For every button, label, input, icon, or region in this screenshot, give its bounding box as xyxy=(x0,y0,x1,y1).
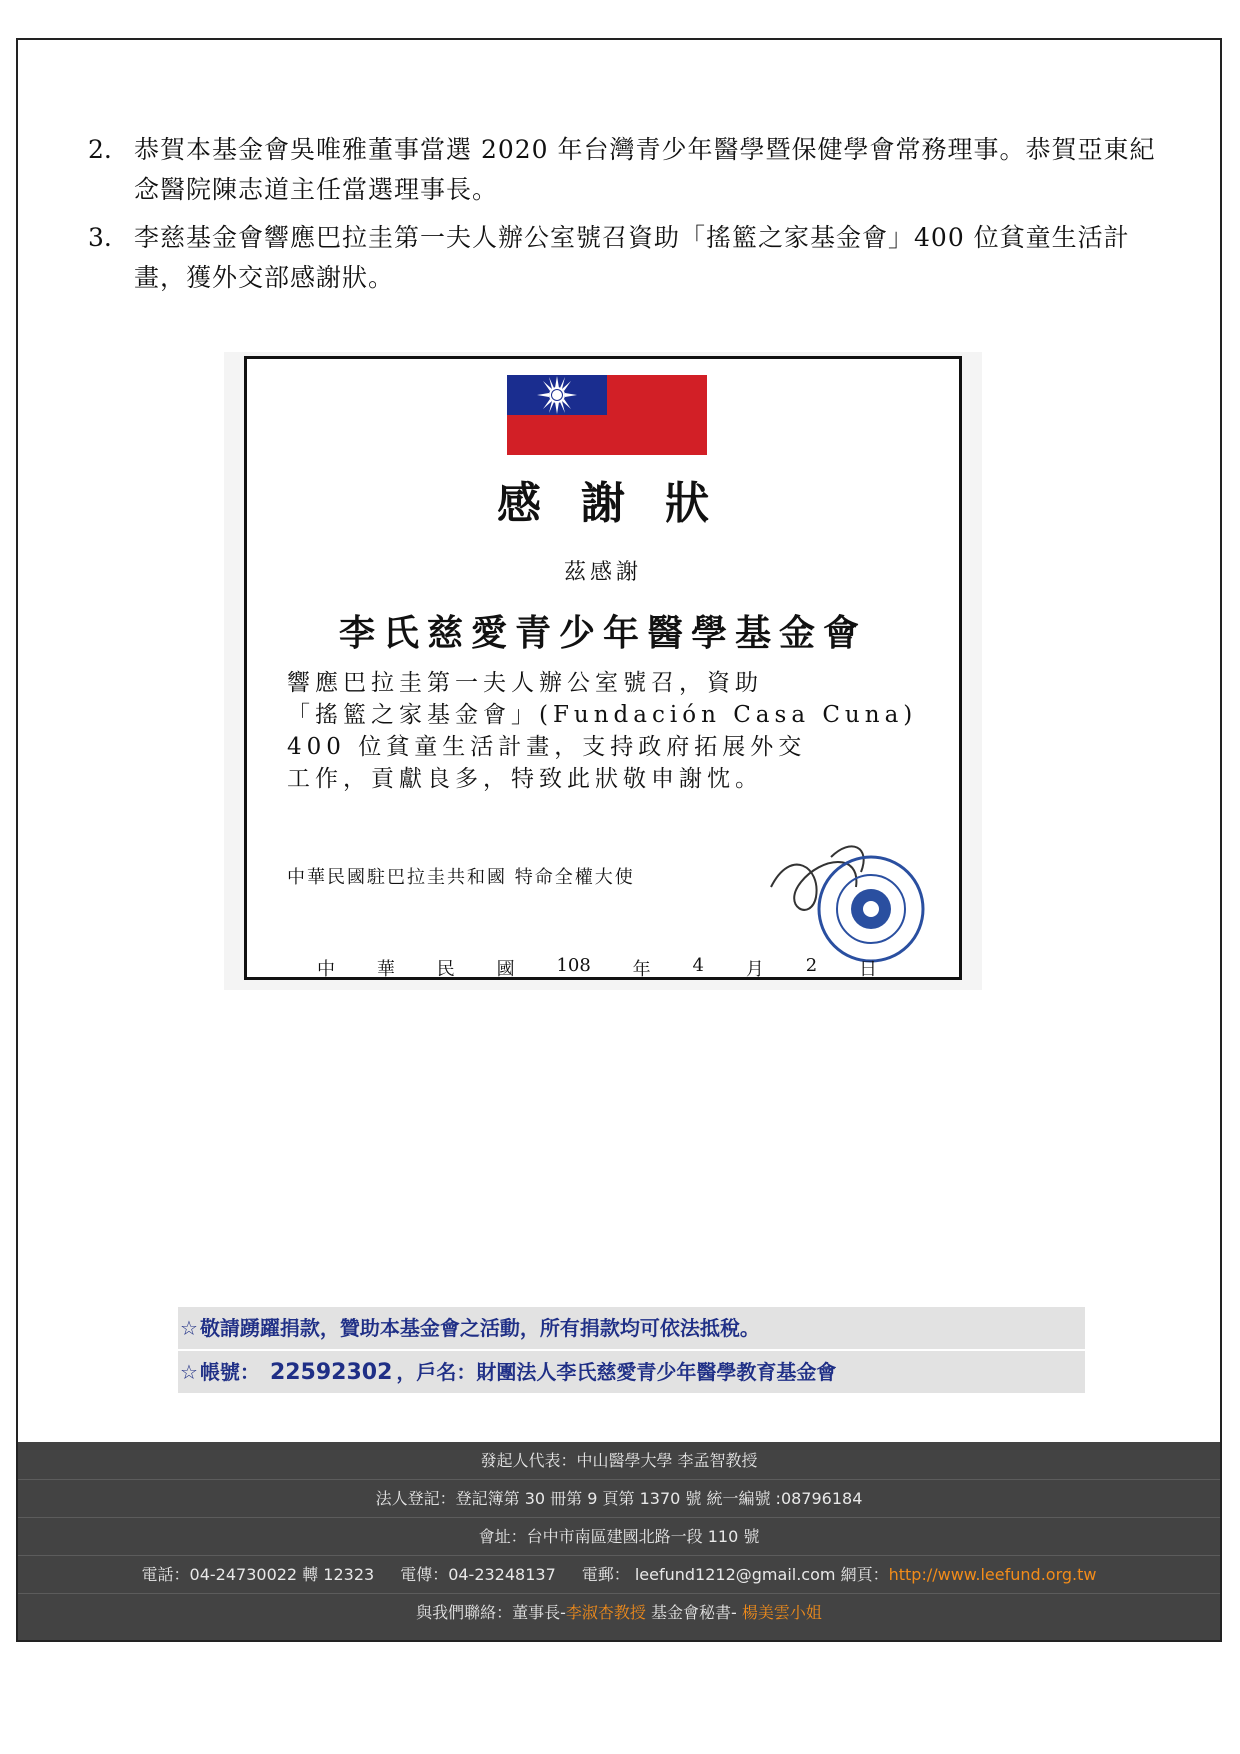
embassy-seal-icon xyxy=(761,827,931,967)
date-part: 2 xyxy=(805,955,818,976)
date-part: 月 xyxy=(745,959,764,980)
star-icon: ☆ xyxy=(180,1316,198,1340)
account-number: 22592302 xyxy=(269,1360,393,1385)
news-list xyxy=(88,130,1178,306)
item-number: 2. xyxy=(88,135,112,164)
footer-fax: 電傳：04-23248137 xyxy=(400,1565,556,1584)
date-part: 國 xyxy=(496,959,515,980)
news-item xyxy=(88,218,1178,298)
news-item xyxy=(88,130,1178,210)
certificate-subtitle: 茲感謝 xyxy=(563,560,642,585)
certificate-body-line: 工作，貢獻良多，特致此狀敬申謝忱。 xyxy=(287,766,763,792)
donation-box xyxy=(178,1307,1085,1395)
white-sun-icon xyxy=(537,376,577,414)
secretary-label: 基金會秘書- xyxy=(651,1603,737,1622)
footer-address: 會址：台中市南區建國北路一段 110 號 xyxy=(18,1518,1220,1556)
footer-contact-info xyxy=(18,1556,1220,1594)
roc-flag-icon xyxy=(507,375,707,455)
chair-name: 李淑杏教授 xyxy=(565,1603,646,1622)
date-part: 108 xyxy=(556,955,591,976)
certificate-body-line: 響應巴拉圭第一夫人辦公室號召，資助 xyxy=(287,670,763,696)
contact-label: 與我們聯絡：董事長- xyxy=(416,1603,566,1622)
certificate-ambassador: 中華民國駐巴拉圭共和國 特命全權大使 xyxy=(287,867,635,888)
certificate-organization: 李氏慈愛青少年醫學基金會 xyxy=(338,612,867,654)
footer-registration: 法人登記：登記簿第 30 冊第 9 頁第 1370 號 統一編號 :08796184 xyxy=(18,1480,1220,1518)
certificate-title: 感謝狀 xyxy=(497,478,749,529)
item-number: 3. xyxy=(88,223,112,252)
certificate-date xyxy=(317,955,877,981)
certificate-body-line: 「搖籃之家基金會」(Fundación Casa Cuna) xyxy=(287,702,918,728)
certificate-image xyxy=(224,352,982,990)
star-icon: ☆ xyxy=(180,1360,198,1384)
date-part: 日 xyxy=(859,959,877,980)
account-name: ，戶名：財團法人李氏慈愛青少年醫學教育基金會 xyxy=(396,1360,837,1384)
item-text: 李慈基金會響應巴拉圭第一夫人辦公室號召資助「搖籃之家基金會」400 位貧童生活計畫，獲外交部感謝狀。 xyxy=(134,223,1130,292)
secretary-name: 楊美雲小姐 xyxy=(741,1603,822,1622)
footer-web-label: 網頁： xyxy=(840,1565,889,1584)
donation-account xyxy=(178,1351,1085,1393)
date-part: 中 xyxy=(317,959,335,980)
date-part: 華 xyxy=(376,959,395,980)
certificate-body xyxy=(287,667,927,795)
account-label: 帳號： xyxy=(199,1360,260,1384)
item-text: 恭賀本基金會吳唯雅董事當選 2020 年台灣青少年醫學暨保健學會常務理事。恭賀亞東紀念醫院陳志道主任當選理事長。 xyxy=(134,135,1156,204)
donation-appeal xyxy=(178,1307,1085,1349)
footer-contact-us xyxy=(18,1594,1220,1631)
certificate xyxy=(244,356,962,980)
footer xyxy=(18,1442,1220,1640)
date-part: 4 xyxy=(692,955,704,976)
footer-web-link[interactable]: http://www.leefund.org.tw xyxy=(888,1565,1097,1584)
footer-email[interactable]: 電郵： leefund1212@gmail.com xyxy=(581,1565,836,1584)
donation-appeal-text: 敬請踴躍捐款，贊助本基金會之活動，所有捐款均可依法抵稅。 xyxy=(199,1316,760,1340)
date-part: 民 xyxy=(436,959,455,980)
footer-founder: 發起人代表：中山醫學大學 李孟智教授 xyxy=(18,1442,1220,1480)
footer-phone: 電話：04-24730022 轉 12323 xyxy=(141,1565,375,1584)
date-part: 年 xyxy=(632,959,651,980)
certificate-body-line: 400 位貧童生活計畫，支持政府拓展外交 xyxy=(287,734,807,760)
